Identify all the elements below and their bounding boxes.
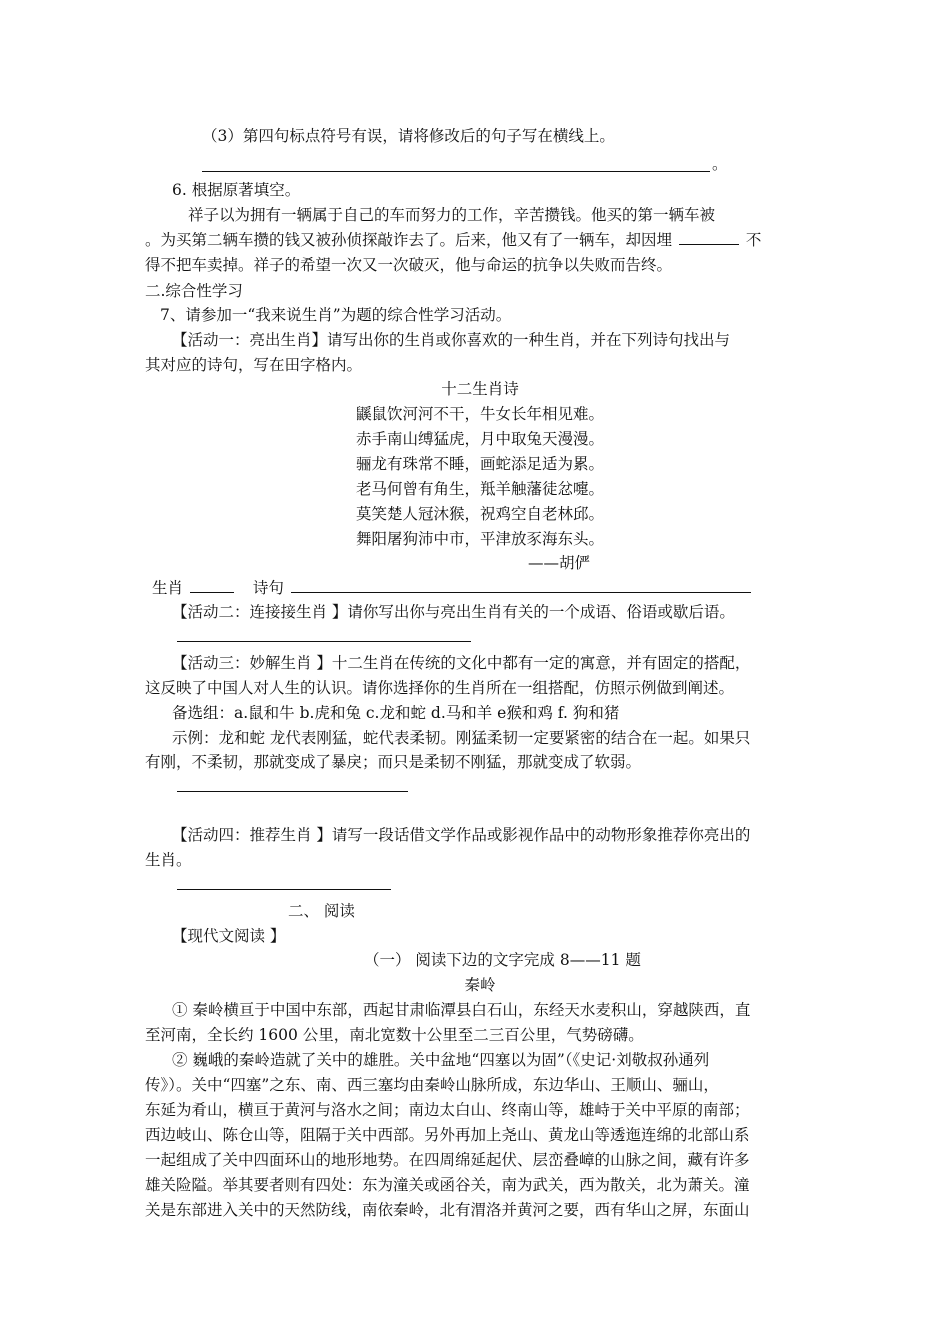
passage-p1-line1: ① 秦岭横亘于中国中东部，西起甘肃临潭县白石山，东经天水麦积山，穿越陕西，直 bbox=[172, 1001, 751, 1019]
modern-reading-label: 【现代文阅读 】 bbox=[172, 927, 286, 945]
poem-line: 鼷鼠饮河河不干，牛女长年相见难。 bbox=[355, 405, 604, 423]
q6-line2-end: 不 bbox=[745, 231, 762, 249]
q7-heading: 7、请参加一“我来说生肖”为题的综合性学习活动。 bbox=[160, 306, 512, 324]
q6-heading: 6. 根据原著填空。 bbox=[172, 181, 301, 199]
passage-p2-line: 一起组成了关中四面环山的地形地势。在四周绵延起伏、层峦叠嶂的山脉之间，藏有许多 bbox=[145, 1151, 750, 1169]
poem-label: 诗句 bbox=[252, 579, 284, 597]
passage-p2-line: 传》）。关中“四塞”之东、南、西三塞均由秦岭山脉所成，东边华山、王顺山、骊山， bbox=[145, 1076, 719, 1094]
activity2-answer-line[interactable] bbox=[177, 641, 471, 642]
activity3-answer-line[interactable] bbox=[177, 791, 408, 792]
passage-p2-line: ② 巍峨的秦岭造就了关中的雄胜。关中盆地“四塞以为固”（《史记·刘敬叔孙通列 bbox=[172, 1051, 710, 1069]
q6-line2-text: 。为买第二辆车攒的钱又被孙侦探敲诈去了。后来，他又有了一辆车，却因埋 bbox=[145, 231, 673, 249]
activity4-answer-line[interactable] bbox=[177, 889, 391, 890]
poem-line: 赤手南山缚猛虎，月中取兔天漫漫。 bbox=[355, 430, 604, 448]
zodiac-label: 生肖 bbox=[152, 579, 184, 597]
poem-line: 舞阳屠狗沛中市，平津放豕海东头。 bbox=[355, 530, 604, 548]
poem-line: 莫笑楚人冠沐猴，祝鸡空自老林邱。 bbox=[355, 505, 604, 523]
activity4-line1: 【活动四：推荐生肖 】请写一段话借文学作品或影视作品中的动物形象推荐你亮出的 bbox=[172, 826, 751, 844]
passage-p2-line: 东延为肴山，横亘于黄河与洛水之间；南边太白山、终南山等，雄峙于关中平原的南部； bbox=[145, 1101, 750, 1119]
q6-line1: 祥子以为拥有一辆属于自己的车而努力的工作，辛苦攒钱。他买的第一辆车被 bbox=[188, 206, 716, 224]
q5-item3-answer-line[interactable] bbox=[202, 171, 710, 172]
passage-p2-line: 雄关险隘。举其要者则有四处：东为潼关或函谷关，南为武关，西为散关，北为萧关。潼 bbox=[145, 1176, 750, 1194]
activity1-line1: 【活动一：亮出生肖】请写出你的生肖或你喜欢的一种生肖，并在下列诗句找出与 bbox=[172, 331, 731, 349]
activity3-example-line2: 有刚，不柔韧，那就变成了暴戾；而只是柔韧不刚猛，那就变成了软弱。 bbox=[145, 753, 642, 771]
activity3-line2: 这反映了中国人对人生的认识。请你选择你的生肖所在一组搭配，仿照示例做到阐述。 bbox=[145, 679, 735, 697]
activity3-example-line1: 示例：龙和蛇 龙代表刚猛，蛇代表柔韧。刚猛柔韧一定要紧密的结合在一起。如果只 bbox=[172, 729, 751, 747]
poem-line: 骊龙有珠常不睡，画蛇添足适为累。 bbox=[355, 455, 604, 473]
poem-title: 十二生肖诗 bbox=[441, 380, 519, 398]
answer-zodiac-poem-row bbox=[152, 578, 751, 598]
activity1-line2: 其对应的诗句，写在田字格内。 bbox=[145, 356, 363, 374]
passage-title: 秦岭 bbox=[464, 976, 496, 994]
activity4-line2: 生肖。 bbox=[145, 851, 192, 869]
q6-line2 bbox=[145, 230, 761, 250]
poem-author: ——胡俨 bbox=[528, 554, 591, 572]
q6-fill-blank[interactable] bbox=[679, 230, 739, 245]
activity2-text: 【活动二：连接接生肖 】请你写出你与亮出生肖有关的一个成语、俗语或歇后语。 bbox=[172, 603, 735, 621]
zodiac-answer-blank[interactable] bbox=[190, 578, 234, 593]
activity3-options: 备选组：a.鼠和牛 b.虎和兔 c.龙和蛇 d.马和羊 e猴和鸡 f. 狗和猪 bbox=[172, 704, 620, 722]
section-heading-reading: 二、 阅读 bbox=[288, 902, 355, 920]
q5-item3-text: （3）第四句标点符号有误，请将修改后的句子写在横线上。 bbox=[202, 127, 615, 145]
activity3-line1: 【活动三：妙解生肖 】十二生肖在传统的文化中都有一定的寓意，并有固定的搭配， bbox=[172, 654, 751, 672]
passage-p2-line: 关是东部进入关中的天然防线，南依秦岭，北有渭洛并黄河之要，西有华山之屏，东面山 bbox=[145, 1201, 750, 1219]
section-heading-comprehensive: 二.综合性学习 bbox=[145, 282, 243, 300]
poem-answer-blank[interactable] bbox=[291, 578, 751, 593]
q6-line3: 得不把车卖掉。祥子的希望一次又一次破灭，他与命运的抗争以失败而告终。 bbox=[145, 256, 673, 274]
q5-item3-period: 。 bbox=[712, 155, 728, 173]
reading-instruction: （一） 阅读下边的文字完成 8——11 题 bbox=[364, 951, 641, 969]
poem-line: 老马何曾有角生，羝羊触藩徒忿嚏。 bbox=[355, 480, 604, 498]
passage-p1-line2: 至河南，全长约 1600 公里，南北宽数十公里至二三百公里，气势磅礴。 bbox=[145, 1026, 644, 1044]
passage-p2-line: 西边岐山、陈仓山等，阻隔于关中西部。另外再加上尧山、黄龙山等透迤连绵的北部山系 bbox=[145, 1126, 750, 1144]
